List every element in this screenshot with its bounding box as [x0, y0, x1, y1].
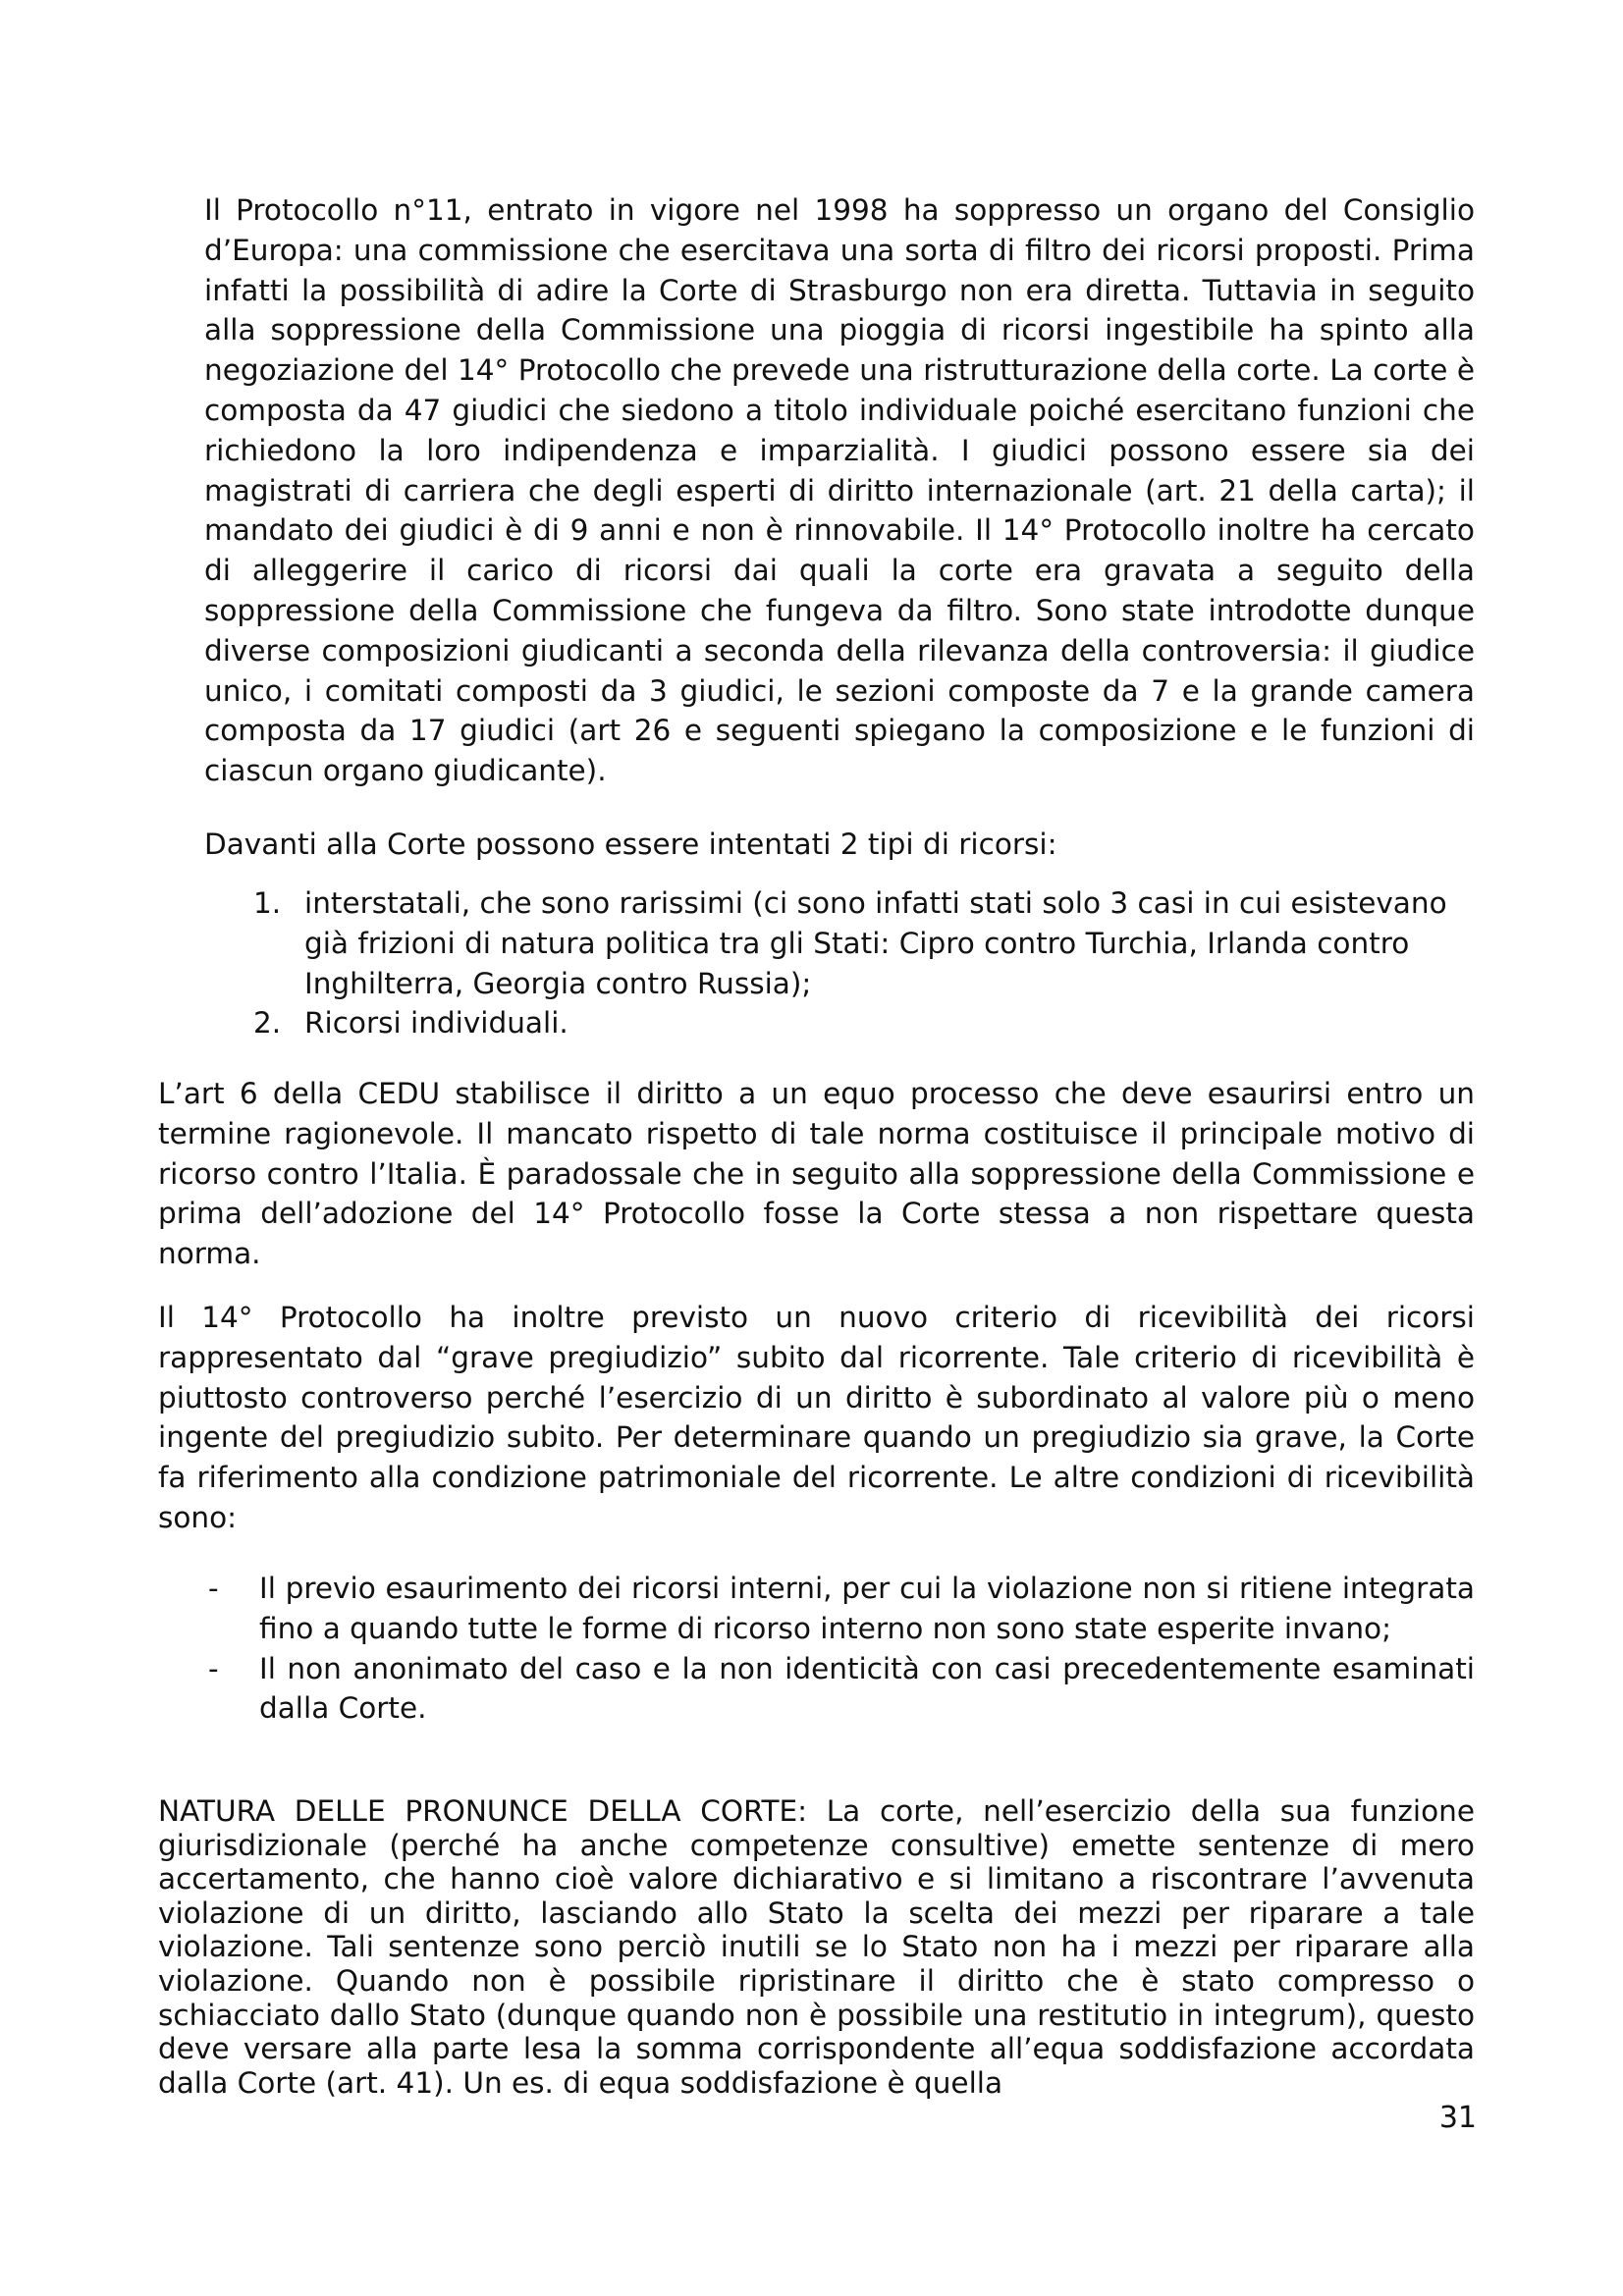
list-item	[253, 1003, 1475, 1043]
list-item-text: interstatali, che sono rarissimi (ci sono infatti stati solo 3 casi in cui esistevano già frizioni di natura politica tra gli Stati: Cipro contro Turchia, Irlanda contro Inghilterra, Georgia contro Russia);	[304, 886, 1447, 1000]
list-item-text: Il non anonimato del caso e la non identicità con casi precedentemente esaminati dalla Corte.	[259, 1651, 1475, 1726]
list-item	[253, 883, 1475, 1003]
list-marker: 2.	[253, 1006, 282, 1041]
list-item	[208, 1569, 1475, 1649]
paragraph-types-of-appeals: Davanti alla Corte possono essere intentati 2 tipi di ricorsi:	[204, 828, 1057, 861]
list-item-text: Il previo esaurimento dei ricorsi interni, per cui la violazione non si ritiene integrata fino a quando tutte le forme di ricorso interno non sono state esperite invano;	[259, 1572, 1475, 1645]
list-item-text: Ricorsi individuali.	[304, 1006, 568, 1041]
paragraph-nature-of-rulings: NATURA DELLE PRONUNCE DELLA CORTE: La corte, nell’esercizio della sua funzione giurisdizionale (perché ha anche competenze consultive) emette sentenze di mero accertamento, che hanno cioè valore dichiarativo e si limitano a riscontrare l’avvenuta violazione di un diritto, lasciando allo Stato la scelta dei mezzi per riparare a tale violazione. Tali sentenze sono perciò inutili se lo Stato non ha i mezzi per riparare alla violazione. Quando non è possibile ripristinare il diritto che è stato compresso o schiacciato dallo Stato (dunque quando non è possibile una restitutio in integrum), questo deve versare alla parte lesa la somma corrispondente all’equa soddisfazione accordata dalla Corte (art. 41). Un es. di equa soddisfazione è quella	[158, 1794, 1475, 2100]
numbered-list	[253, 883, 1475, 1043]
dash-list	[208, 1569, 1475, 1729]
list-item	[208, 1649, 1475, 1730]
list-marker: -	[208, 1572, 219, 1605]
page-number: 31	[1438, 2101, 1477, 2135]
paragraph-admissibility-criterion: Il 14° Protocollo ha inoltre previsto un nuovo criterio di ricevibilità dei ricorsi rappresentato dal “grave pregiudizio” subito dal ricorrente. Tale criterio di ricevibilità è piuttosto controverso perché l’esercizio di un diritto è subordinato al valore più o meno ingente del pregiudizio subito. Per determinare quando un pregiudizio sia grave, la Corte fa riferimento alla condizione patrimoniale del ricorrente. Le altre condizioni di ricevibilità sono:	[158, 1301, 1475, 1534]
list-marker: -	[208, 1651, 219, 1685]
paragraph-art-6-cedu: L’art 6 della CEDU stabilisce il diritto a un equo processo che deve esaurirsi entro un termine ragionevole. Il mancato rispetto di tale norma costituisce il principale motivo di ricorso contro l’Italia. È paradossale che in seguito alla soppressione della Commissione e prima dell’adozione del 14° Protocollo fosse la Corte stessa a non rispettare questa norma.	[158, 1077, 1475, 1271]
list-marker: 1.	[253, 886, 282, 920]
paragraph-protocol-11: Il Protocollo n°11, entrato in vigore nel 1998 ha soppresso un organo del Consiglio d’Europa: una commissione che esercitava una sorta di filtro dei ricorsi proposti. Prima infatti la possibilità di adire la Corte di Strasburgo non era diretta. Tuttavia in seguito alla soppressione della Commissione una pioggia di ricorsi ingestibile ha spinto alla negoziazione del 14° Protocollo che prevede una ristrutturazione della corte. La corte è composta da 47 giudici che siedono a titolo individuale poiché esercitano funzioni che richiedono la loro indipendenza e imparzialità. I giudici possono essere sia dei magistrati di carriera che degli esperti di diritto internazionale (art. 21 della carta); il mandato dei giudici è di 9 anni e non è rinnovabile. Il 14° Protocollo inoltre ha cercato di alleggerire il carico di ricorsi dai quali la corte era gravata a seguito della soppressione della Commissione che fungeva da filtro. Sono state introdotte dunque diverse composizioni giudicanti a seconda della rilevanza della controversia: il giudice unico, i comitati composti da 3 giudici, le sezioni composte da 7 e la grande camera composta da 17 giudici (art 26 e seguenti spiegano la composizione e le funzioni di ciascun organo giudicante).	[204, 193, 1475, 788]
